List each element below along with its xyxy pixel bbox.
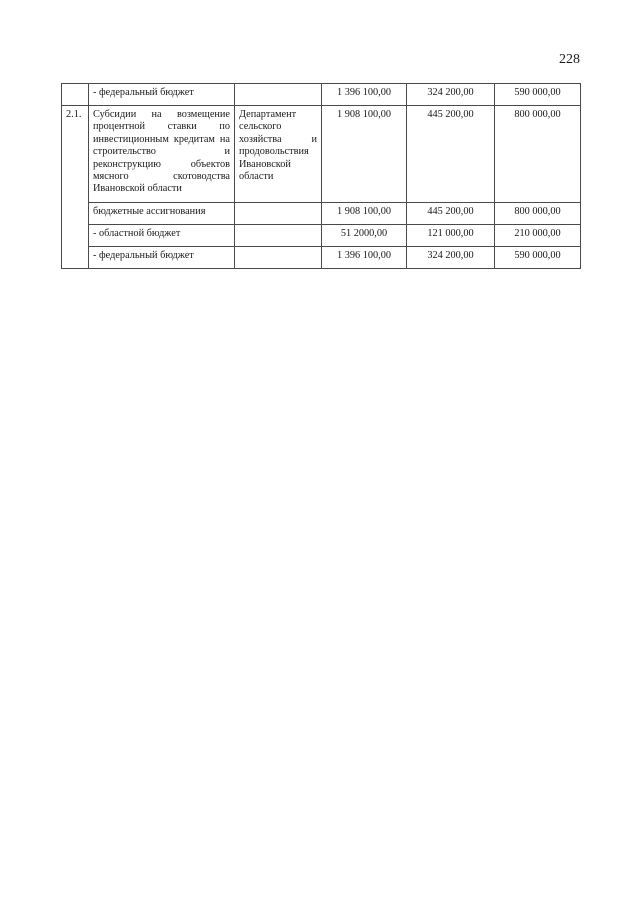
value-cell-year-2: 324 200,00 xyxy=(407,247,495,269)
value-cell-year-2: 445 200,00 xyxy=(407,203,495,225)
row-number-cell: 2.1. xyxy=(62,106,89,269)
value-cell-year-2: 445 200,00 xyxy=(407,106,495,203)
executor-cell xyxy=(235,247,322,269)
row-number-cell xyxy=(62,84,89,106)
value-cell-year-1: 1 396 100,00 xyxy=(322,84,407,106)
table-row xyxy=(62,106,581,203)
table-row xyxy=(62,247,581,269)
value-cell-year-2: 324 200,00 xyxy=(407,84,495,106)
value-cell-year-3: 590 000,00 xyxy=(495,84,581,106)
item-name-cell: - федеральный бюджет xyxy=(89,247,235,269)
value-cell-year-2: 121 000,00 xyxy=(407,225,495,247)
value-cell-year-3: 210 000,00 xyxy=(495,225,581,247)
table-row xyxy=(62,203,581,225)
executor-cell xyxy=(235,203,322,225)
budget-table xyxy=(61,83,581,269)
item-name-cell: - областной бюджет xyxy=(89,225,235,247)
table-row xyxy=(62,84,581,106)
item-name-cell: - федеральный бюджет xyxy=(89,84,235,106)
executor-cell: Департамент сельского хозяйства и продовольствия Ивановской области xyxy=(235,106,322,203)
table-row xyxy=(62,225,581,247)
executor-cell xyxy=(235,84,322,106)
value-cell-year-1: 1 908 100,00 xyxy=(322,106,407,203)
value-cell-year-1: 1 396 100,00 xyxy=(322,247,407,269)
item-name-cell: бюджетные ассигнования xyxy=(89,203,235,225)
value-cell-year-3: 590 000,00 xyxy=(495,247,581,269)
executor-cell xyxy=(235,225,322,247)
value-cell-year-1: 51 2000,00 xyxy=(322,225,407,247)
page-number: 228 xyxy=(559,52,580,67)
value-cell-year-3: 800 000,00 xyxy=(495,106,581,203)
item-name-cell: Субсидии на возмещение процентной ставки по инвестиционным кредитам на строительство и реконструкцию объектов мясного скотоводства Ивановской области xyxy=(89,106,235,203)
value-cell-year-1: 1 908 100,00 xyxy=(322,203,407,225)
value-cell-year-3: 800 000,00 xyxy=(495,203,581,225)
